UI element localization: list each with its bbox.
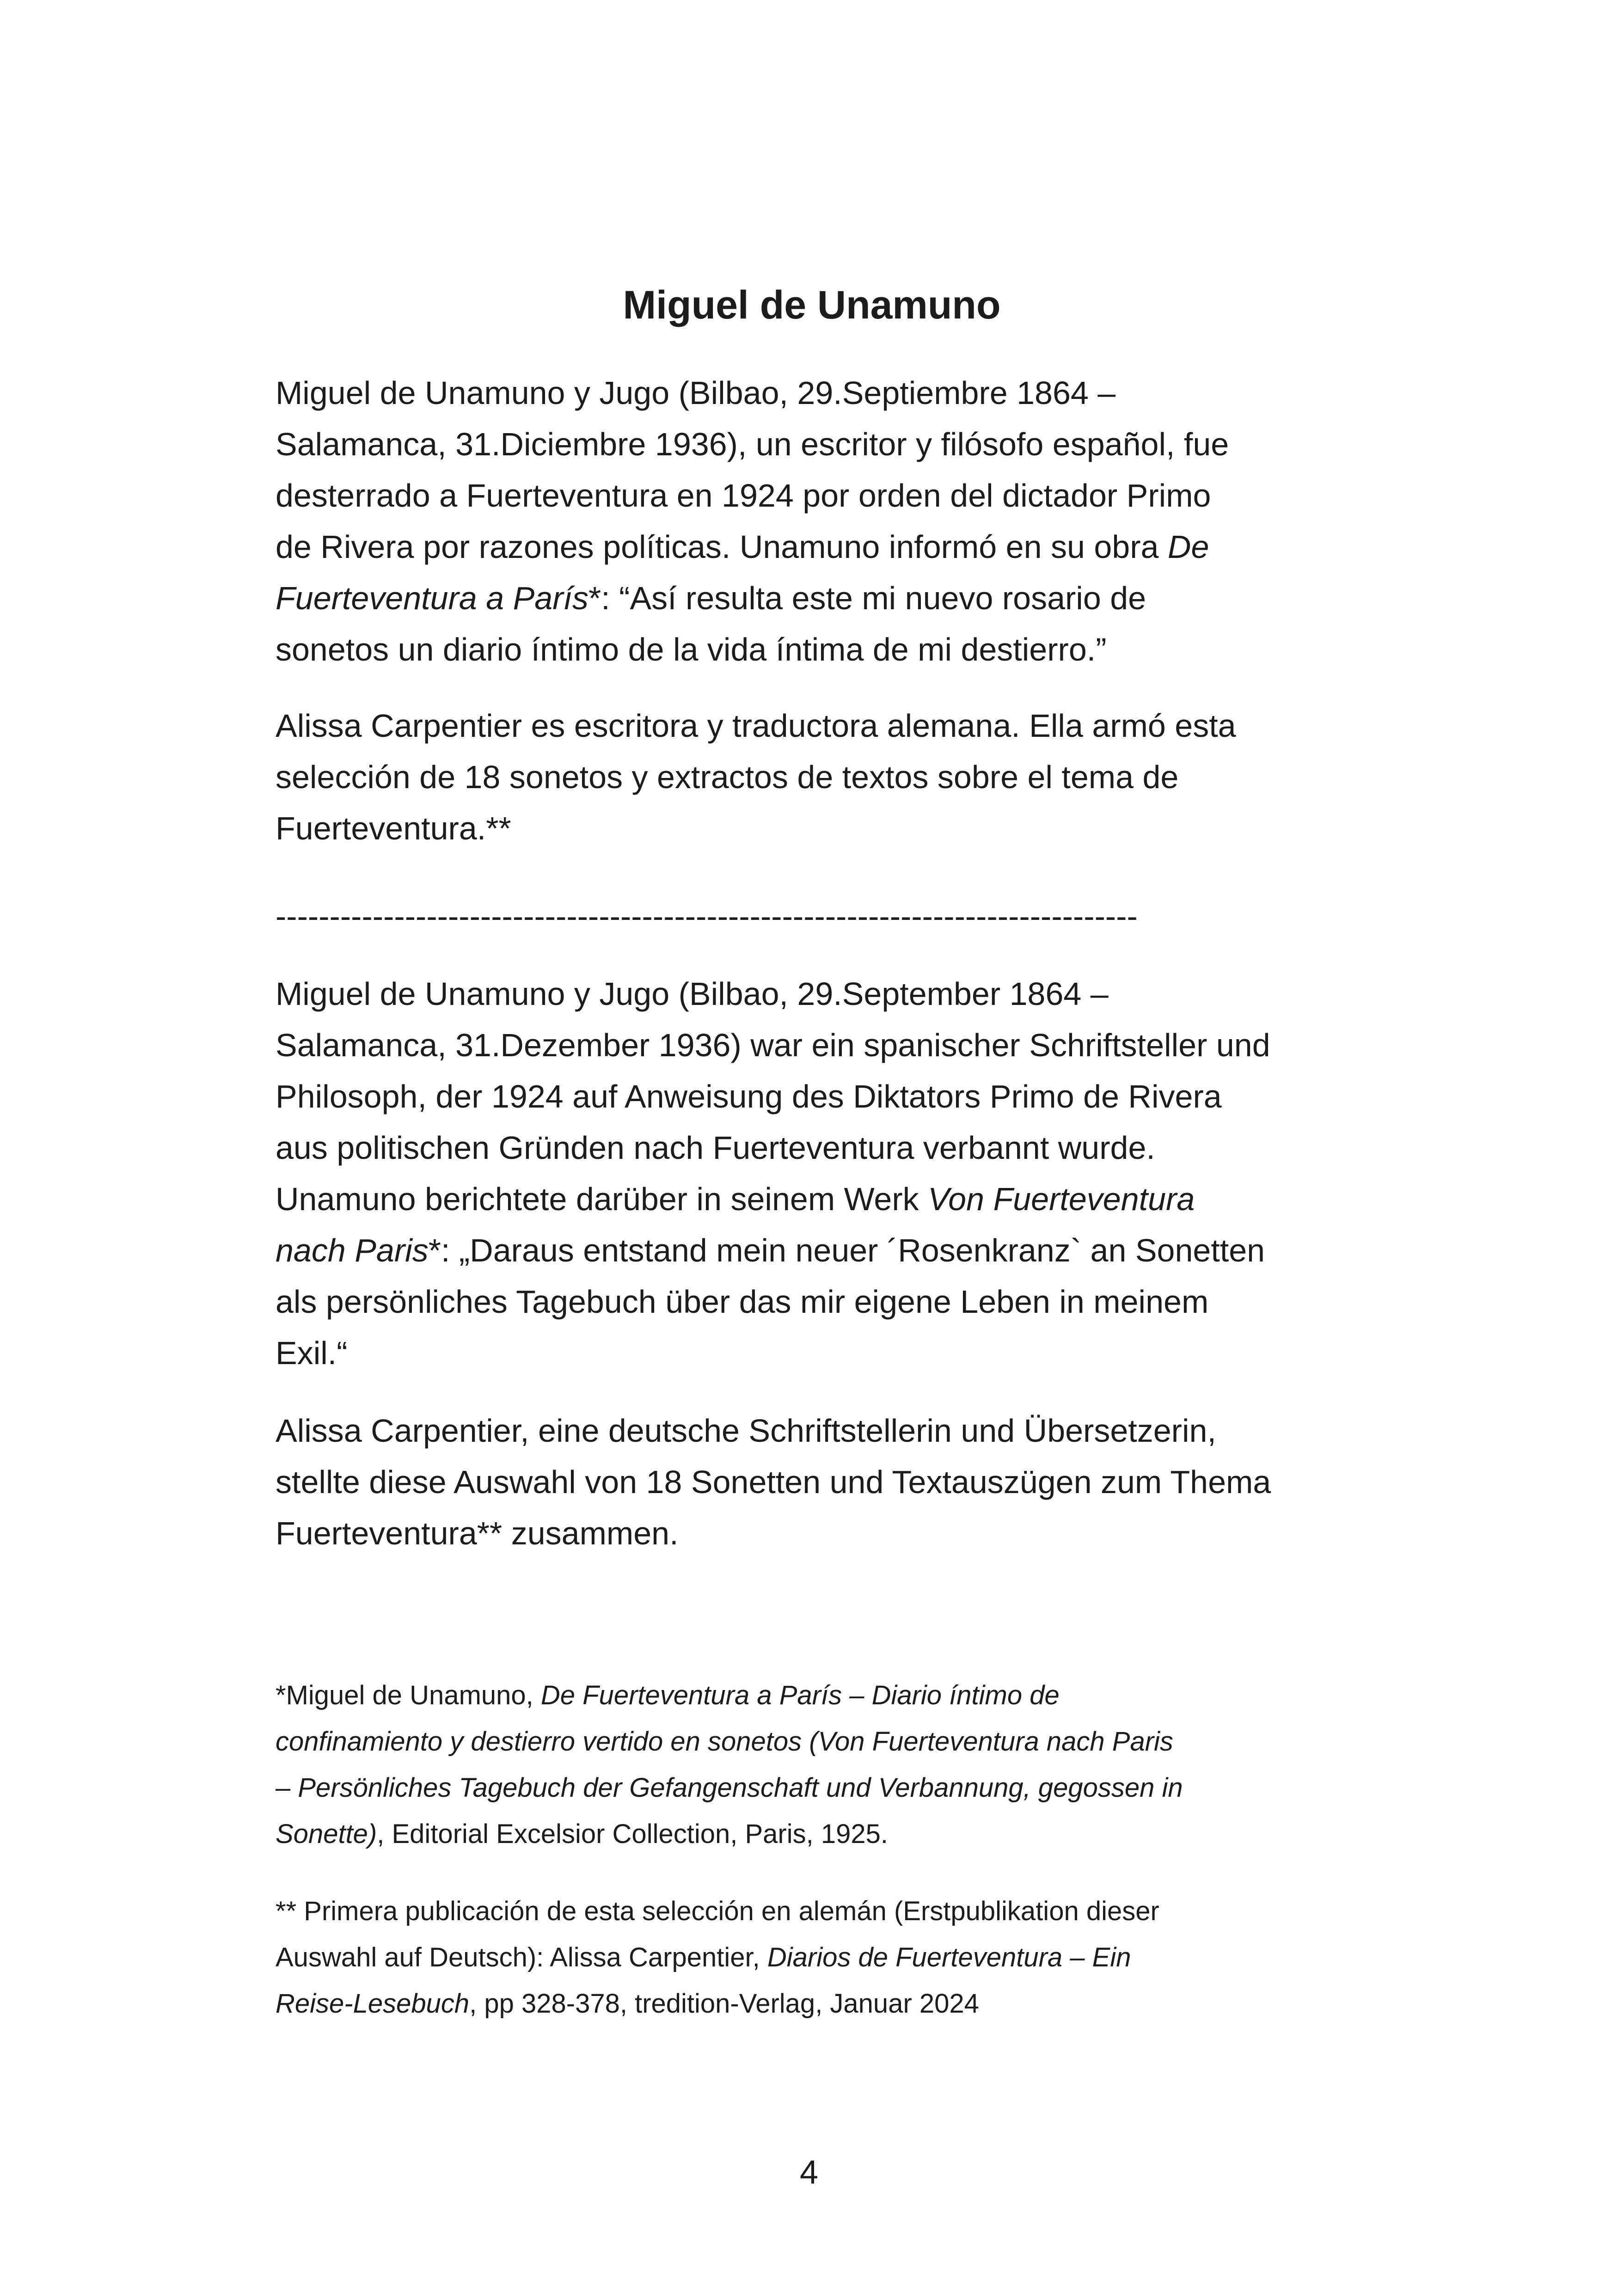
text-line: ** Primera publicación de esta selección en alemán (Erstpublikation dieser (276, 1896, 1159, 1926)
spanish-paragraph-intro (276, 367, 1385, 675)
text-line: als persönliches Tagebuch über das mir eigene Leben in meinem (276, 1284, 1209, 1320)
work-title-italic: De (1167, 529, 1209, 565)
work-title-italic: Sonette) (276, 1819, 377, 1849)
text-line: Salamanca, 31.Diciembre 1936), un escritor y filósofo español, fue (276, 426, 1229, 462)
text-segment: *: „Daraus entstand mein neuer ´Rosenkranz` an Sonetten (428, 1232, 1265, 1268)
text-line: Miguel de Unamuno y Jugo (Bilbao, 29.Septiembre 1864 – (276, 375, 1116, 411)
work-title-italic: Reise-Lesebuch (276, 1989, 470, 2019)
text-line: Alissa Carpentier es escritora y traductora alemana. Ella armó esta (276, 708, 1236, 744)
text-segment: Auswahl auf Deutsch): Alissa Carpentier, (276, 1942, 767, 1972)
footnote-source (276, 1672, 1385, 1857)
text-line (276, 1719, 1385, 1765)
work-title-italic: Diarios de Fuerteventura – Ein (767, 1942, 1131, 1972)
text-line (276, 1935, 1385, 1981)
text-line (276, 1672, 1385, 1719)
text-line: aus politischen Gründen nach Fuerteventura verbannt wurde. (276, 1130, 1155, 1166)
text-segment: *Miguel de Unamuno, (276, 1680, 541, 1710)
page-title: Miguel de Unamuno (623, 283, 1001, 327)
text-segment: Unamuno berichtete darüber in seinem Werk (276, 1181, 928, 1217)
work-title-italic: Von Fuerteventura (928, 1181, 1195, 1217)
text-line: sonetos un diario íntimo de la vida íntima de mi destierro.” (276, 631, 1107, 667)
text-line: desterrado a Fuerteventura en 1924 por orden del dictador Primo (276, 478, 1211, 514)
text-line: Fuerteventura.** (276, 810, 511, 846)
work-title-italic: nach Paris (276, 1232, 429, 1268)
spanish-paragraph-translator (276, 700, 1385, 854)
text-segment: de Rivera por razones políticas. Unamuno informó en su obra (276, 529, 1168, 565)
text-line (276, 1981, 1385, 2027)
text-line: selección de 18 sonetos y extractos de textos sobre el tema de (276, 759, 1179, 795)
text-line (276, 573, 1385, 624)
text-line (276, 1225, 1385, 1276)
text-segment: *: “Así resulta este mi nuevo rosario de (588, 580, 1146, 616)
text-line (276, 1765, 1385, 1811)
text-segment: , pp 328-378, tredition-Verlag, Januar 2024 (469, 1989, 979, 2019)
text-line: stellte diese Auswahl von 18 Sonetten und Textauszügen zum Thema (276, 1464, 1271, 1500)
work-title-italic: – Persönliches Tagebuch der Gefangenschaft und Verbannung, gegossen in (276, 1773, 1183, 1803)
text-line (276, 1174, 1385, 1225)
work-title-italic: De Fuerteventura a París – Diario íntimo de (540, 1680, 1060, 1710)
german-paragraph-intro (276, 968, 1385, 1379)
text-line (276, 1811, 1385, 1857)
text-line: Philosoph, der 1924 auf Anweisung des Diktators Primo de Rivera (276, 1078, 1222, 1114)
text-segment: , Editorial Excelsior Collection, Paris, 1925. (377, 1819, 888, 1849)
text-line: Salamanca, 31.Dezember 1936) war ein spanischer Schriftsteller und (276, 1027, 1270, 1063)
text-line: Miguel de Unamuno y Jugo (Bilbao, 29.September 1864 – (276, 976, 1109, 1012)
text-line: Exil.“ (276, 1335, 348, 1371)
text-line: Fuerteventura** zusammen. (276, 1515, 679, 1551)
german-paragraph-translator (276, 1405, 1385, 1559)
text-line: Alissa Carpentier, eine deutsche Schriftstellerin und Übersetzerin, (276, 1413, 1216, 1449)
page-number: 4 (799, 2154, 819, 2191)
footnote-publication (276, 1888, 1385, 2027)
work-title-italic: confinamiento y destierro vertido en sonetos (Von Fuerteventura nach Paris (276, 1727, 1173, 1757)
text-line (276, 521, 1385, 573)
section-separator: -------------------------------------------------------------------------------- (276, 898, 1138, 934)
work-title-italic: Fuerteventura a París (276, 580, 588, 616)
